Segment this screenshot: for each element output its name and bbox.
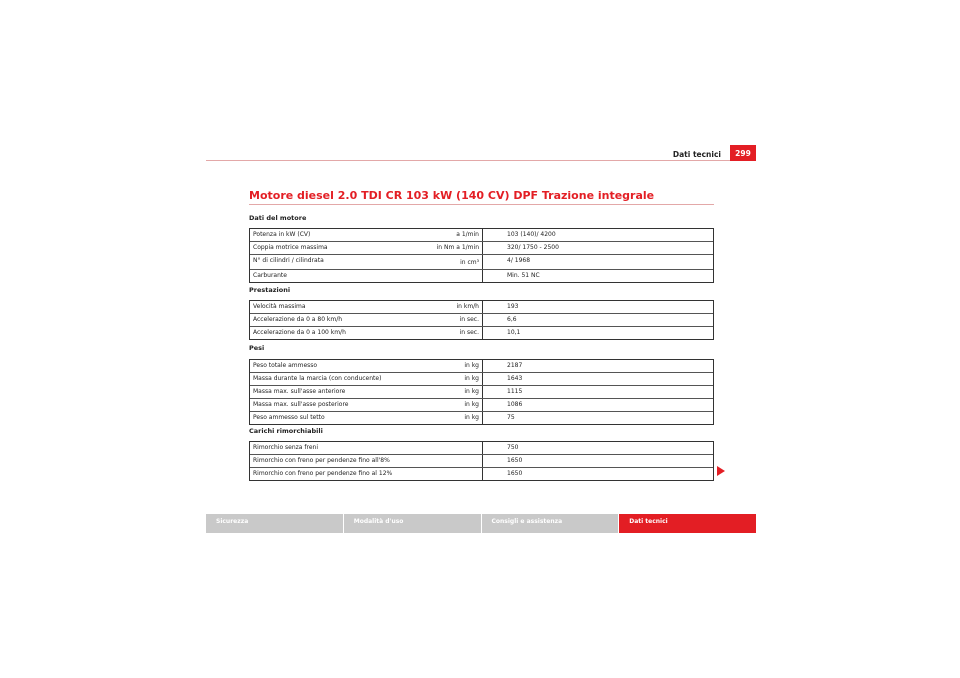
row-value: 1650	[507, 470, 523, 477]
row-unit: a 1/min	[456, 231, 479, 238]
row-label: Massa max. sull'asse posteriore	[253, 401, 349, 408]
row-value: 103 (140)/ 4200	[507, 231, 556, 238]
table-row	[250, 360, 713, 373]
header-section-title: Dati tecnici	[672, 150, 721, 159]
table-row	[250, 386, 713, 399]
row-label: N° di cilindri / cilindrata	[253, 257, 324, 264]
row-label: Rimorchio senza freni	[253, 444, 318, 451]
page-number: 299	[730, 145, 756, 161]
table-row	[250, 229, 713, 242]
row-value: 2187	[507, 362, 523, 369]
tab-dati-tecnici[interactable]: Dati tecnici	[618, 514, 756, 533]
row-value: Min. 51 NC	[507, 272, 540, 279]
row-unit: in cm³	[460, 259, 479, 266]
row-label: Potenza in kW (CV)	[253, 231, 311, 238]
row-unit: in kg	[464, 388, 479, 395]
row-value: 4/ 1968	[507, 257, 531, 264]
section-heading-towing: Carichi rimorchiabili	[249, 427, 323, 435]
row-label: Peso totale ammesso	[253, 362, 318, 369]
page-title: Motore diesel 2.0 TDI CR 103 kW (140 CV) DPF Trazione integrale	[249, 189, 655, 202]
row-label: Velocità massima	[253, 303, 306, 310]
row-label: Accelerazione da 0 a 100 km/h	[253, 329, 346, 336]
row-value: 750	[507, 444, 519, 451]
arrow-right-icon[interactable]	[717, 466, 725, 476]
section-heading-weights: Pesi	[249, 344, 265, 352]
row-unit: in kg	[464, 375, 479, 382]
table-row	[250, 327, 713, 339]
row-value: 320/ 1750 - 2500	[507, 244, 559, 251]
row-value: 1086	[507, 401, 523, 408]
towing-loads-table	[249, 441, 714, 481]
row-label: Massa durante la marcia (con conducente)	[253, 375, 382, 382]
row-unit: in Nm a 1/min	[436, 244, 479, 251]
tab-consigli-assistenza[interactable]: Consigli e assistenza	[481, 514, 619, 533]
row-unit: in sec.	[459, 329, 479, 336]
row-value: 6,6	[507, 316, 517, 323]
row-unit: in kg	[464, 401, 479, 408]
tab-modalita-uso[interactable]: Modalità d'uso	[343, 514, 481, 533]
table-row	[250, 373, 713, 386]
table-row	[250, 442, 713, 455]
table-row	[250, 255, 713, 270]
row-unit: in km/h	[456, 303, 479, 310]
row-unit: in kg	[464, 362, 479, 369]
row-label: Rimorchio con freno per pendenze fino al 12%	[253, 470, 393, 477]
row-value: 75	[507, 414, 515, 421]
footer-navigation	[206, 514, 756, 533]
row-unit: in kg	[464, 414, 479, 421]
row-value: 193	[507, 303, 519, 310]
row-value: 10,1	[507, 329, 521, 336]
table-row	[250, 455, 713, 468]
row-label: Coppia motrice massima	[253, 244, 328, 251]
engine-data-table	[249, 228, 714, 283]
row-label: Massa max. sull'asse anteriore	[253, 388, 346, 395]
row-label: Carburante	[253, 272, 287, 279]
table-row	[250, 314, 713, 327]
table-row	[250, 412, 713, 424]
weights-table	[249, 359, 714, 425]
row-value: 1643	[507, 375, 523, 382]
row-label: Peso ammesso sul tetto	[253, 414, 325, 421]
tab-sicurezza[interactable]: Sicurezza	[206, 514, 343, 533]
title-rule	[249, 204, 714, 205]
table-row	[250, 242, 713, 255]
row-label: Accelerazione da 0 a 80 km/h	[253, 316, 343, 323]
section-heading-performance: Prestazioni	[249, 286, 291, 294]
section-heading-engine: Dati del motore	[249, 214, 307, 222]
row-unit: in sec.	[459, 316, 479, 323]
table-row	[250, 399, 713, 412]
table-row	[250, 468, 713, 480]
row-value: 1650	[507, 457, 523, 464]
header-rule	[206, 160, 756, 161]
row-value: 1115	[507, 388, 523, 395]
row-label: Rimorchio con freno per pendenze fino all'8%	[253, 457, 390, 464]
table-row	[250, 270, 713, 282]
performance-table	[249, 300, 714, 340]
table-row	[250, 301, 713, 314]
